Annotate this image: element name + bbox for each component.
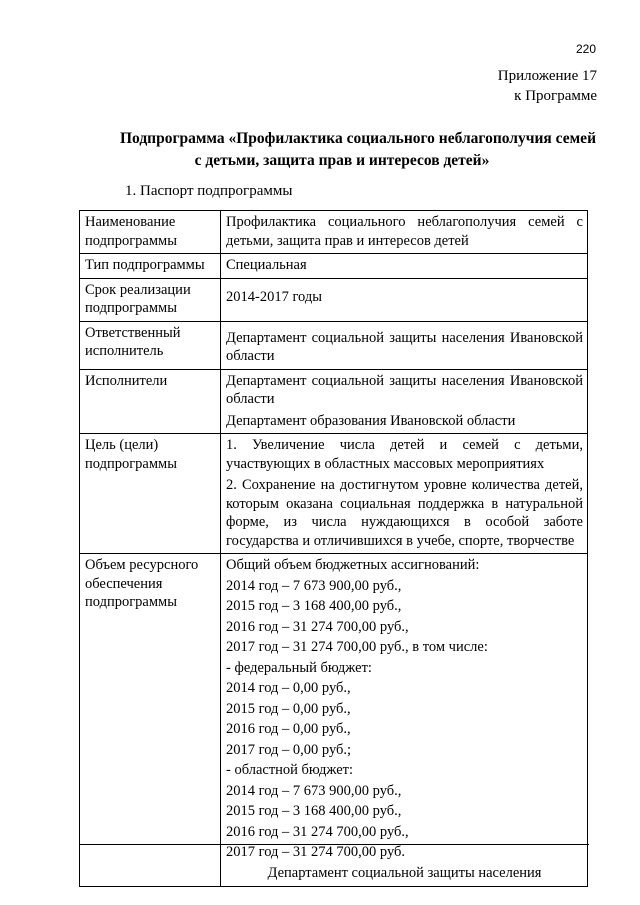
row-label: Тип подпрограммы [80, 254, 221, 279]
appendix-reference [498, 66, 597, 106]
appendix-line-2: к Программе [514, 88, 597, 104]
row-value [221, 554, 588, 887]
row-value [221, 369, 588, 434]
page-number: 220 [575, 42, 596, 56]
row-value [221, 278, 588, 321]
row-label: Срок реализации подпрограммы [80, 278, 221, 321]
table-row [80, 211, 588, 254]
funding-line: 2016 год – 0,00 руб., [226, 721, 351, 737]
funding-line: 2015 год – 3 168 400,00 руб., [226, 598, 402, 614]
table-row [80, 434, 588, 554]
value-paragraph: Специальная [226, 257, 307, 273]
table-row [80, 369, 588, 434]
funding-line: 2015 год – 3 168 400,00 руб., [226, 803, 402, 819]
funding-tail-line: Департамент социальной защиты населения [267, 864, 542, 881]
funding-line: - федеральный бюджет: [226, 659, 372, 676]
row-value [221, 254, 588, 279]
funding-line: 2016 год – 31 274 700,00 руб., [226, 618, 409, 635]
value-paragraph: Профилактика социального неблагополучия семей с детьми, защита прав и интересов детей [226, 214, 583, 249]
funding-line: 2017 год – 31 274 700,00 руб., в том числе: [226, 639, 488, 655]
row-label: Объем ресурсного обеспечения подпрограммы [80, 554, 221, 887]
value-paragraph: Департамент образования Ивановской области [226, 412, 516, 429]
title-line-1: Подпрограмма «Профилактика социального неблагополучия семей [119, 130, 596, 147]
section-heading: 1. Паспорт подпрограммы [125, 183, 293, 199]
funding-line: 2017 год – 0,00 руб.; [226, 741, 352, 758]
funding-line: 2016 год – 31 274 700,00 руб., [226, 823, 409, 840]
appendix-line-1: Приложение 17 [497, 68, 597, 84]
table-bottom-border [79, 844, 589, 845]
title-line-2: с детьми, защита прав и интересов детей» [194, 152, 490, 169]
funding-line: 2015 год – 0,00 руб., [226, 700, 351, 717]
row-label: Наименование подпрограммы [80, 211, 221, 254]
passport-table [79, 210, 588, 887]
row-label: Цель (цели) подпрограммы [80, 434, 221, 554]
table-row [80, 278, 588, 321]
value-paragraph: 2014-2017 годы [226, 288, 322, 305]
value-paragraph: Департамент социальной защиты населения Ивановской области [226, 329, 583, 364]
subprogram-title [88, 128, 596, 172]
value-paragraph: 1. Увеличение числа детей и семей с детьми, участвующих в областных массовых мероприятиях [226, 437, 583, 472]
funding-line: 2014 год – 0,00 руб., [226, 680, 351, 696]
row-label: Ответственный исполнитель [80, 321, 221, 369]
row-value [221, 211, 588, 254]
funding-line: - областной бюджет: [226, 762, 354, 778]
value-paragraph: Департамент социальной защиты населения Ивановской области [226, 372, 583, 407]
value-paragraph: 2. Сохранение на достигнутом уровне количества детей, которым оказана социальная поддержка в натуральной форме, из числа нуждающихся в особой заботе государства и отличившихся в учебе, спорте, творчестве [226, 477, 583, 549]
table-row [80, 554, 588, 887]
funding-line: Общий объем бюджетных ассигнований: [226, 557, 480, 573]
table-row [80, 321, 588, 369]
funding-line: 2014 год – 7 673 900,00 руб., [226, 782, 402, 799]
row-value [221, 321, 588, 369]
table-row [80, 254, 588, 279]
row-value [221, 434, 588, 554]
funding-line: 2017 год – 31 274 700,00 руб. [226, 844, 406, 860]
funding-line: 2014 год – 7 673 900,00 руб., [226, 577, 402, 594]
row-label: Исполнители [80, 369, 221, 434]
